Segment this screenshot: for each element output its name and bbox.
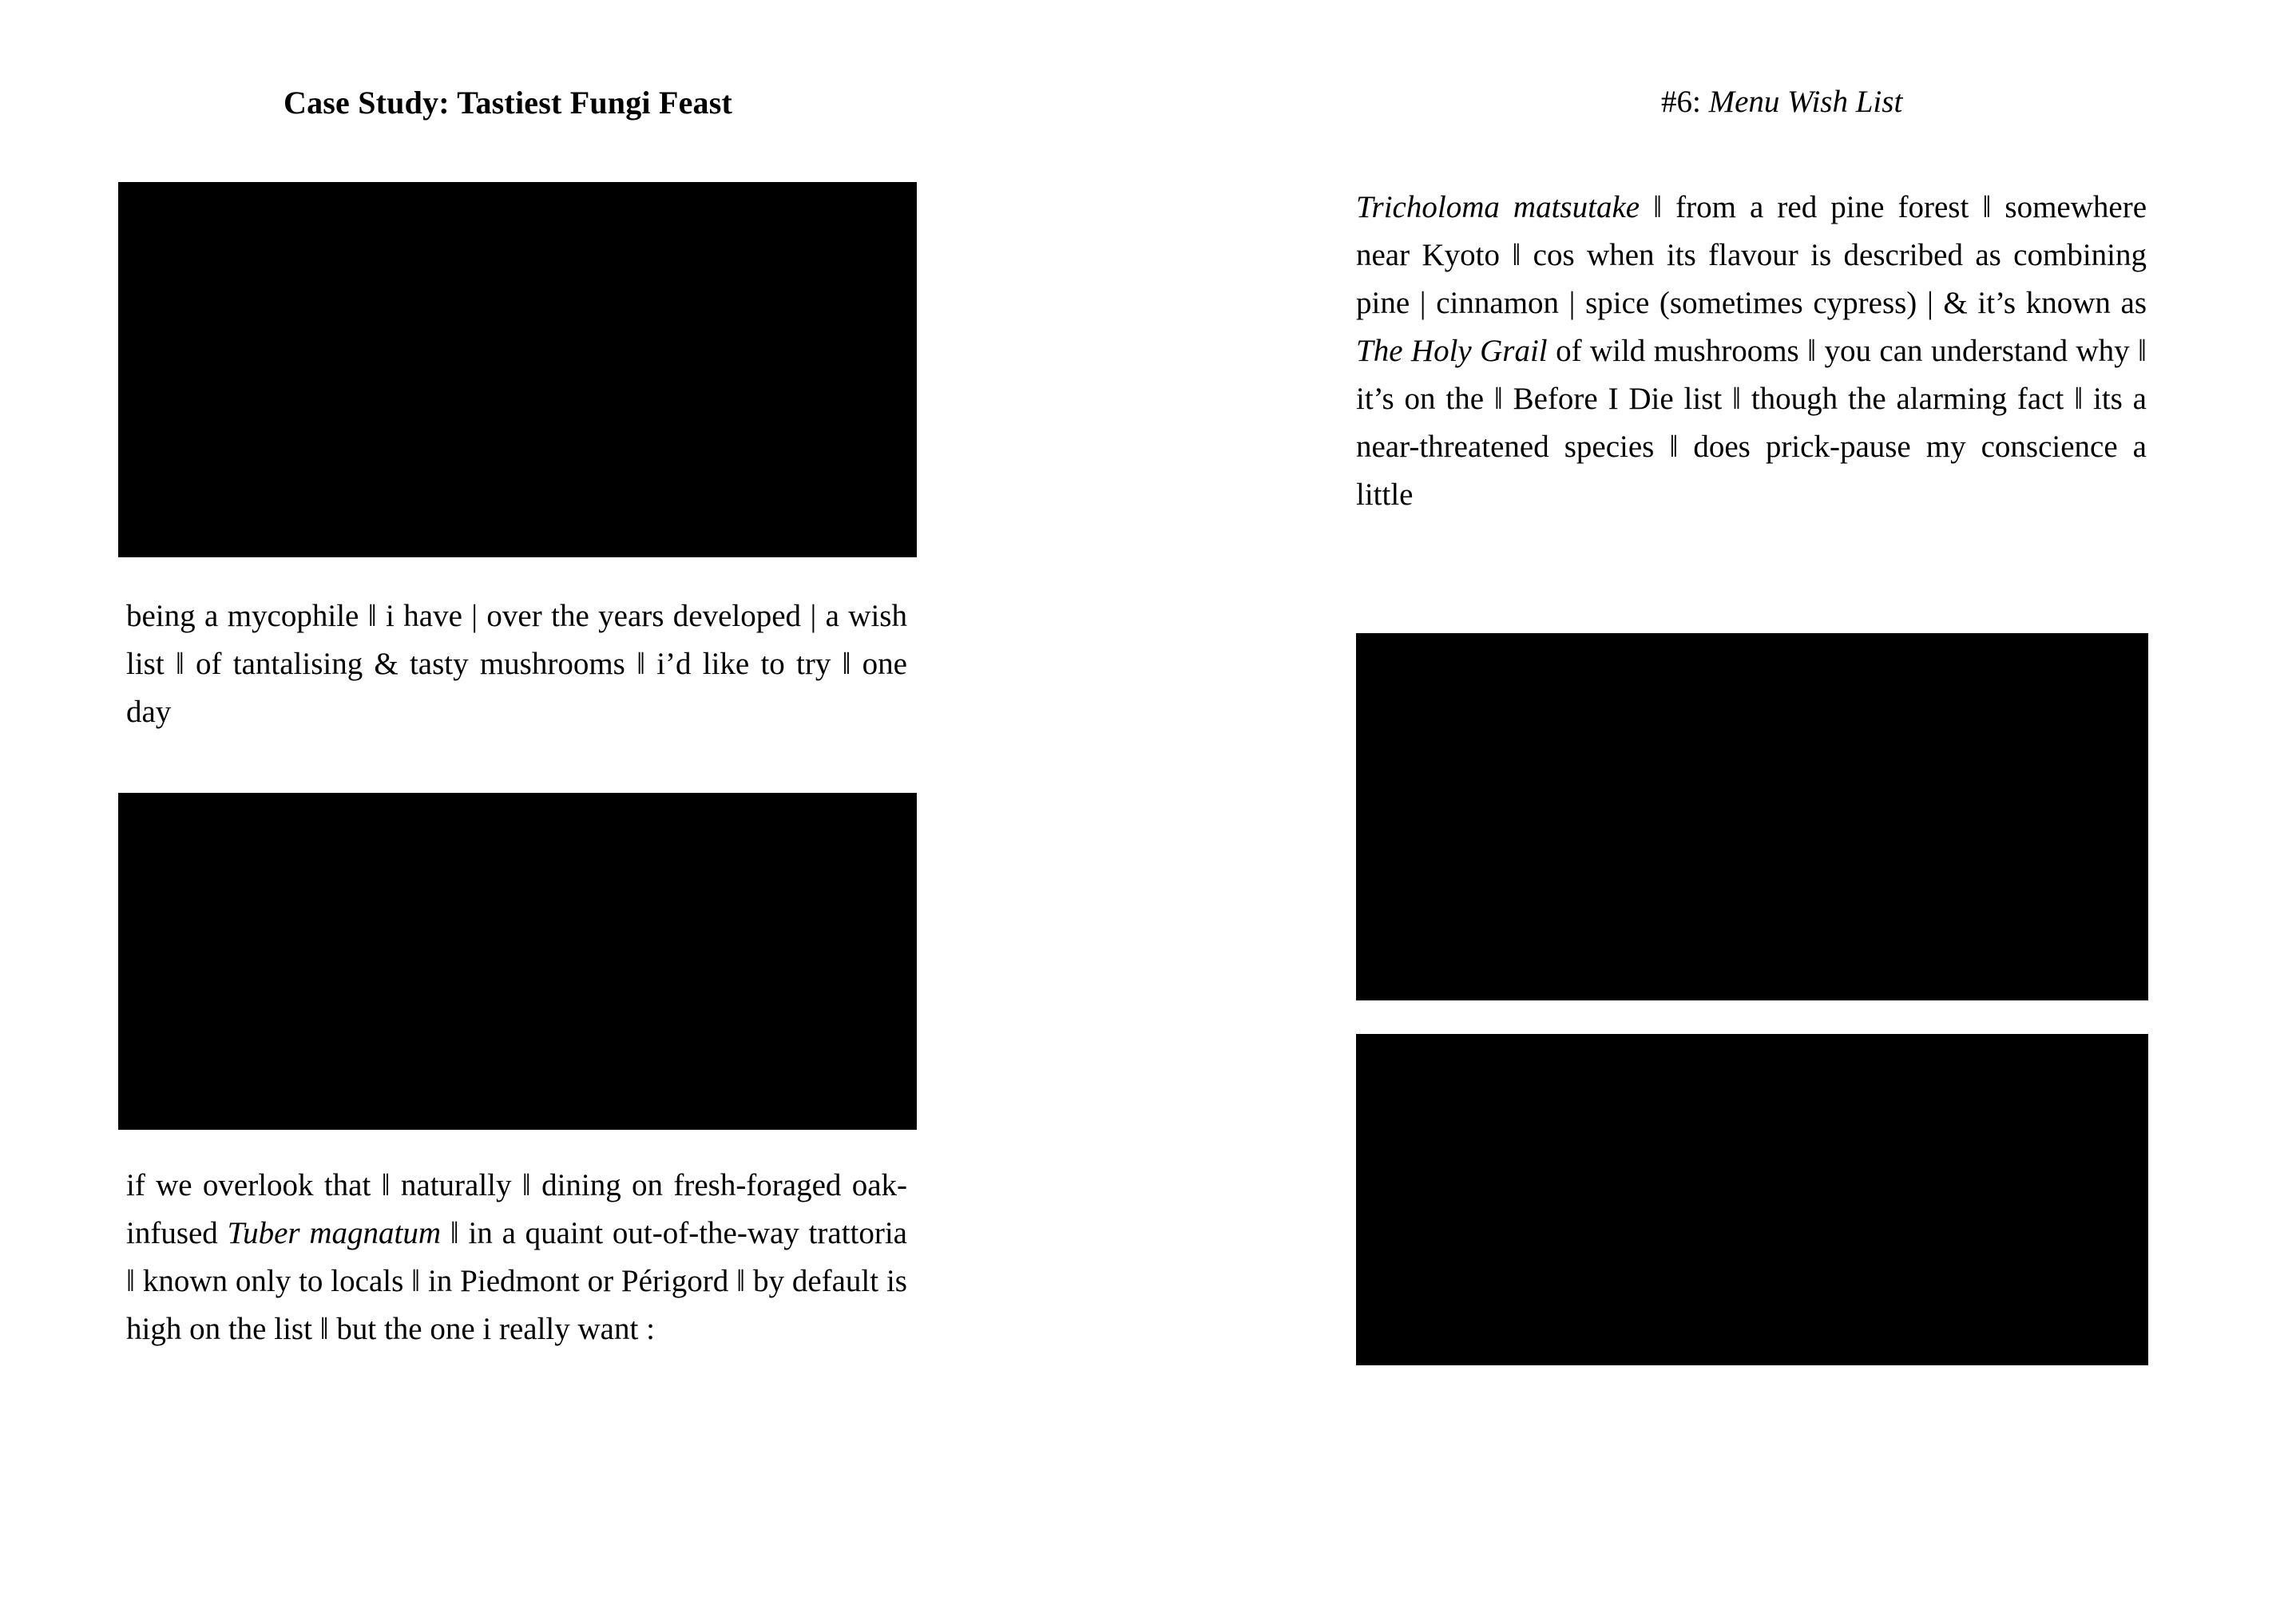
left-paragraph-1: being a mycophile ‖ i have | over the years developed | a wish list ‖ of tantalising & tasty mushrooms ‖ i’d like to try ‖ one day bbox=[126, 599, 907, 730]
right-image-block-1 bbox=[1356, 633, 2148, 1000]
page-title-left: Case Study: Tastiest Fungi Feast bbox=[284, 85, 733, 121]
left-paragraph-2-species-name: Tuber magnatum bbox=[227, 1216, 442, 1251]
right-paragraph-1-species-name: Tricholoma matsutake bbox=[1356, 190, 1640, 224]
left-image-block-2 bbox=[118, 793, 917, 1130]
left-paragraph-2 bbox=[126, 1162, 907, 1353]
right-image-block-2 bbox=[1356, 1034, 2148, 1365]
right-paragraph-1-emphasis: The Holy Grail bbox=[1356, 334, 1548, 369]
section-title: Menu Wish List bbox=[1708, 85, 1903, 119]
right-paragraph-1 bbox=[1356, 184, 2147, 519]
left-paragraph-2-text-2: ‖ in a quaint out-of-the-way trattoria ‖ known only to locals ‖ in Piedmont or Périgord ‖ by default is high on the list ‖ but the one i really want : bbox=[126, 1216, 907, 1347]
right-paragraph-1-text-1: ‖ from a red pine forest ‖ somewhere near Kyoto ‖ cos when its flavour is described as combining pine | cinnamon | spice (sometimes cypress) | & it’s known as bbox=[1356, 190, 2147, 321]
page-header bbox=[0, 84, 2292, 132]
left-image-block-1 bbox=[118, 182, 917, 557]
section-number: #6: bbox=[1661, 85, 1701, 119]
left-paragraph-2-text-1: if we overlook that ‖ naturally ‖ dining on fresh-foraged oak-infused bbox=[126, 1168, 907, 1251]
right-paragraph-1-text-2: of wild mushrooms ‖ you can understand why ‖ it’s on the ‖ Before I Die list ‖ though the alarming fact ‖ its a near-threatened species ‖ does prick-pause my conscience a little bbox=[1356, 334, 2147, 513]
page-title-right bbox=[1661, 84, 1902, 120]
